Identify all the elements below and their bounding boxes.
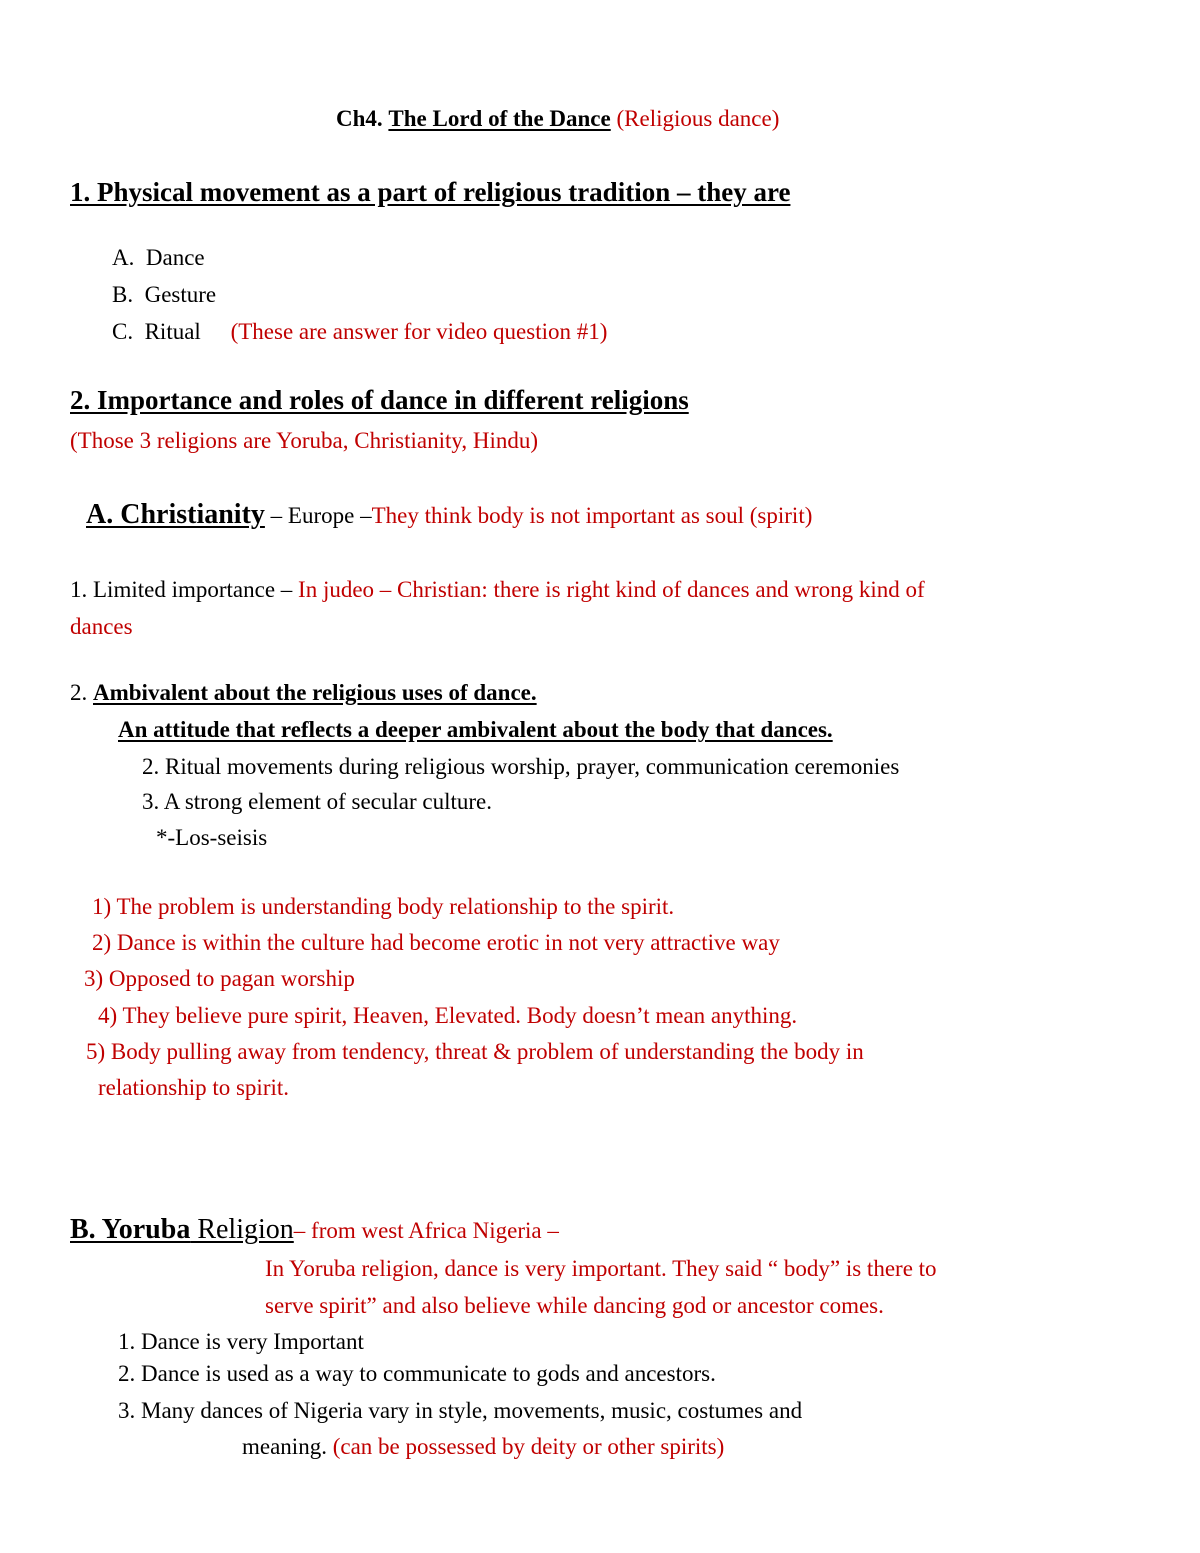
yoruba-heading-line <box>70 1215 559 1246</box>
title-prefix: Ch4. <box>336 106 383 131</box>
list-item-dance <box>112 243 205 273</box>
point1-note: In judeo – Christian: there is right kind of dances and wrong kind of <box>298 577 925 602</box>
page-title <box>336 104 779 134</box>
christianity-point-2 <box>70 678 537 708</box>
section1-note: (These are answer for video question #1) <box>230 319 608 344</box>
red-point: 5) Body pulling away from tendency, threat & problem of understanding the body in <box>86 1039 864 1064</box>
christianity-point-1 <box>70 575 925 605</box>
point1-note-continued: dances <box>70 614 133 639</box>
sub-item: 2. Ritual movements during religious worship, prayer, communication ceremonies <box>142 754 900 779</box>
item3-note: (can be possessed by deity or other spirits) <box>332 1434 725 1459</box>
list-marker: A. <box>112 245 135 270</box>
list-marker: B. <box>112 282 134 307</box>
list-item-gesture <box>112 280 216 310</box>
item3-cont: meaning. <box>242 1434 333 1459</box>
section2-heading: 2. Importance and roles of dance in different religions <box>70 385 689 415</box>
section2-note: (Those 3 religions are Yoruba, Christianity, Hindu) <box>70 428 539 453</box>
red-point: 2) Dance is within the culture had become erotic in not very attractive way <box>92 930 780 955</box>
title-main: The Lord of the Dance <box>388 106 611 131</box>
yoruba-note-continued: serve spirit” and also believe while dancing god or ancestor comes. <box>265 1293 884 1318</box>
christianity-note: They think body is not important as soul (spirit) <box>371 503 813 528</box>
list-text: Ritual <box>144 319 201 344</box>
yoruba-item: 1. Dance is very Important <box>118 1329 364 1354</box>
yoruba-heading <box>70 1214 294 1245</box>
christianity-region: – Europe – <box>264 503 372 528</box>
yoruba-heading-rest: Religion <box>190 1214 294 1245</box>
list-marker: C. <box>112 319 134 344</box>
section1-heading: 1. Physical movement as a part of religious tradition – they are <box>70 177 791 207</box>
point2-text: Ambivalent about the religious uses of dance. <box>93 680 537 705</box>
red-point-continued: relationship to spirit. <box>98 1075 290 1100</box>
point1-label: 1. Limited importance – <box>70 577 299 602</box>
point2-subtext: An attitude that reflects a deeper ambivalent about the body that dances. <box>118 717 833 742</box>
list-text: Dance <box>145 245 205 270</box>
red-point: 1) The problem is understanding body relationship to the spirit. <box>92 894 675 919</box>
list-item-ritual <box>112 317 607 347</box>
list-text: Gesture <box>144 282 217 307</box>
sub-item: 3. A strong element of secular culture. <box>142 789 493 814</box>
yoruba-item: 2. Dance is used as a way to communicate to gods and ancestors. <box>118 1361 716 1386</box>
yoruba-item: 3. Many dances of Nigeria vary in style, movements, music, costumes and <box>118 1398 803 1423</box>
yoruba-note: In Yoruba religion, dance is very important. They said “ body” is there to <box>265 1256 937 1281</box>
yoruba-heading-bold: B. Yoruba <box>70 1214 191 1245</box>
sub-item: *-Los-seisis <box>156 825 268 850</box>
christianity-heading: A. Christianity <box>86 499 265 530</box>
red-point: 3) Opposed to pagan worship <box>84 966 355 991</box>
yoruba-region: – from west Africa Nigeria – <box>293 1218 559 1243</box>
title-paren: (Religious dance) <box>616 106 780 131</box>
red-point: 4) They believe pure spirit, Heaven, Elevated. Body doesn’t mean anything. <box>98 1003 798 1028</box>
christianity-heading-line <box>86 500 812 531</box>
point2-number: 2. <box>70 680 93 705</box>
yoruba-item-continued <box>242 1432 724 1462</box>
